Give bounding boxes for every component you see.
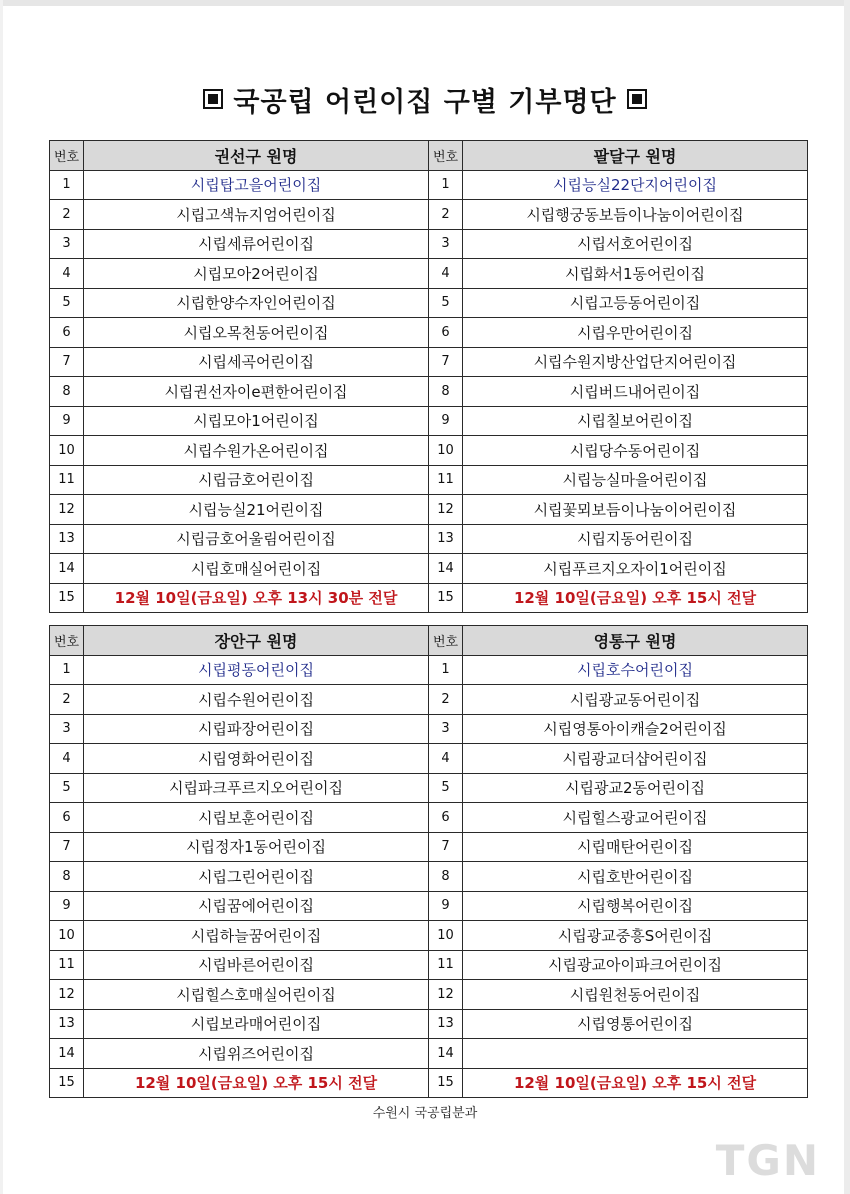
number-column-header: 번호 (50, 626, 84, 656)
row-number: 7 (429, 347, 463, 377)
number-column-header: 번호 (50, 141, 84, 171)
row-number: 11 (429, 950, 463, 980)
table-row (50, 524, 808, 554)
daycare-name: 시립힐스호매실어린이집 (84, 980, 429, 1010)
daycare-name (463, 1039, 808, 1069)
table-row (50, 832, 808, 862)
row-number: 10 (429, 921, 463, 951)
daycare-name: 시립그린어린이집 (84, 862, 429, 892)
table-row (50, 200, 808, 230)
row-number: 14 (429, 1039, 463, 1069)
daycare-name: 시립광교아이파크어린이집 (463, 950, 808, 980)
daycare-name: 시립우만어린이집 (463, 318, 808, 348)
roster-table-jangan-yeongtong (49, 625, 808, 1098)
table-row (50, 685, 808, 715)
daycare-name: 시립서호어린이집 (463, 229, 808, 259)
row-number: 10 (50, 921, 84, 951)
daycare-name: 시립세류어린이집 (84, 229, 429, 259)
daycare-name: 시립평동어린이집 (84, 655, 429, 685)
daycare-name: 시립위즈어린이집 (84, 1039, 429, 1069)
square-bullet-icon (203, 89, 223, 109)
row-number: 8 (429, 377, 463, 407)
daycare-name: 시립능실21어린이집 (84, 495, 429, 525)
row-number: 10 (50, 436, 84, 466)
daycare-name: 시립한양수자인어린이집 (84, 288, 429, 318)
row-number: 1 (429, 170, 463, 200)
row-number: 4 (50, 744, 84, 774)
table-row (50, 980, 808, 1010)
row-number: 2 (429, 200, 463, 230)
daycare-name: 시립매탄어린이집 (463, 832, 808, 862)
daycare-name: 시립보라매어린이집 (84, 1009, 429, 1039)
row-number: 7 (50, 832, 84, 862)
daycare-name: 시립파크푸르지오어린이집 (84, 773, 429, 803)
table-header-row (50, 141, 808, 171)
table-row (50, 347, 808, 377)
row-number: 9 (429, 891, 463, 921)
document-title (0, 80, 850, 119)
row-number: 13 (429, 524, 463, 554)
row-number: 11 (50, 950, 84, 980)
daycare-name: 시립버드내어린이집 (463, 377, 808, 407)
row-number: 6 (50, 318, 84, 348)
daycare-name: 시립화서1동어린이집 (463, 259, 808, 289)
delivery-schedule-note: 12월 10일(금요일) 오후 15시 전달 (84, 1068, 429, 1098)
district-column-header: 권선구 원명 (84, 141, 429, 171)
row-number: 3 (50, 714, 84, 744)
row-number: 5 (429, 773, 463, 803)
row-number: 13 (50, 1009, 84, 1039)
table-row (50, 1009, 808, 1039)
table-row (50, 436, 808, 466)
row-number: 3 (50, 229, 84, 259)
daycare-name: 시립능실마을어린이집 (463, 465, 808, 495)
row-number: 7 (50, 347, 84, 377)
number-column-header: 번호 (429, 141, 463, 171)
row-number: 6 (50, 803, 84, 833)
table-row (50, 318, 808, 348)
row-number: 5 (50, 773, 84, 803)
row-number: 14 (429, 554, 463, 584)
row-number: 14 (50, 554, 84, 584)
daycare-name: 시립금호어린이집 (84, 465, 429, 495)
daycare-name: 시립영화어린이집 (84, 744, 429, 774)
daycare-name: 시립당수동어린이집 (463, 436, 808, 466)
table-row (50, 554, 808, 584)
daycare-name: 시립지동어린이집 (463, 524, 808, 554)
daycare-name: 시립호매실어린이집 (84, 554, 429, 584)
row-number: 12 (50, 495, 84, 525)
daycare-name: 시립호수어린이집 (463, 655, 808, 685)
row-number: 1 (50, 170, 84, 200)
daycare-name: 시립행궁동보듬이나눔이어린이집 (463, 200, 808, 230)
table-row (50, 495, 808, 525)
row-number: 13 (50, 524, 84, 554)
daycare-name: 시립바른어린이집 (84, 950, 429, 980)
document-title-text: 국공립 어린이집 구별 기부명단 (233, 87, 617, 118)
row-number: 11 (50, 465, 84, 495)
daycare-name: 시립탑고을어린이집 (84, 170, 429, 200)
daycare-name: 시립고등동어린이집 (463, 288, 808, 318)
row-number: 3 (429, 714, 463, 744)
frame-left-edge (0, 0, 3, 1194)
row-number: 9 (50, 406, 84, 436)
row-number: 9 (50, 891, 84, 921)
table-row (50, 950, 808, 980)
row-number: 15 (50, 583, 84, 613)
daycare-name: 시립능실22단지어린이집 (463, 170, 808, 200)
delivery-note-row (50, 1068, 808, 1098)
daycare-name: 시립모아1어린이집 (84, 406, 429, 436)
daycare-name: 시립정자1동어린이집 (84, 832, 429, 862)
row-number: 14 (50, 1039, 84, 1069)
row-number: 2 (429, 685, 463, 715)
table-row (50, 773, 808, 803)
row-number: 1 (429, 655, 463, 685)
table-row (50, 1039, 808, 1069)
row-number: 6 (429, 318, 463, 348)
daycare-name: 시립권선자이e편한어린이집 (84, 377, 429, 407)
daycare-name: 시립광교동어린이집 (463, 685, 808, 715)
table-row (50, 170, 808, 200)
daycare-name: 시립금호어울림어린이집 (84, 524, 429, 554)
square-bullet-icon (627, 89, 647, 109)
daycare-name: 시립푸르지오자이1어린이집 (463, 554, 808, 584)
roster-table-gwonseon-paldal (49, 140, 808, 613)
daycare-name: 시립광교더샵어린이집 (463, 744, 808, 774)
table-header-row (50, 626, 808, 656)
row-number: 8 (50, 377, 84, 407)
row-number: 8 (429, 862, 463, 892)
row-number: 13 (429, 1009, 463, 1039)
table-row (50, 465, 808, 495)
publisher-watermark: TGN (715, 1136, 820, 1185)
daycare-name: 시립수원어린이집 (84, 685, 429, 715)
district-column-header: 영통구 원명 (463, 626, 808, 656)
daycare-name: 시립세곡어린이집 (84, 347, 429, 377)
daycare-name: 시립하늘꿈어린이집 (84, 921, 429, 951)
delivery-schedule-note: 12월 10일(금요일) 오후 15시 전달 (463, 1068, 808, 1098)
row-number: 5 (429, 288, 463, 318)
row-number: 7 (429, 832, 463, 862)
daycare-name: 시립꿈에어린이집 (84, 891, 429, 921)
daycare-name: 시립영통아이캐슬2어린이집 (463, 714, 808, 744)
daycare-name: 시립영통어린이집 (463, 1009, 808, 1039)
row-number: 9 (429, 406, 463, 436)
daycare-name: 시립행복어린이집 (463, 891, 808, 921)
table-row (50, 714, 808, 744)
number-column-header: 번호 (429, 626, 463, 656)
row-number: 12 (50, 980, 84, 1010)
row-number: 1 (50, 655, 84, 685)
daycare-name: 시립광교중흥S어린이집 (463, 921, 808, 951)
row-number: 6 (429, 803, 463, 833)
row-number: 15 (429, 583, 463, 613)
daycare-name: 시립보훈어린이집 (84, 803, 429, 833)
daycare-name: 시립꽃뫼보듬이나눔이어린이집 (463, 495, 808, 525)
row-number: 2 (50, 200, 84, 230)
row-number: 15 (429, 1068, 463, 1098)
table-row (50, 921, 808, 951)
row-number: 10 (429, 436, 463, 466)
row-number: 4 (429, 744, 463, 774)
row-number: 11 (429, 465, 463, 495)
daycare-name: 시립광교2동어린이집 (463, 773, 808, 803)
table-row (50, 377, 808, 407)
daycare-name: 시립고색뉴지엄어린이집 (84, 200, 429, 230)
daycare-name: 시립호반어린이집 (463, 862, 808, 892)
row-number: 12 (429, 495, 463, 525)
daycare-name: 시립수원지방산업단지어린이집 (463, 347, 808, 377)
row-number: 2 (50, 685, 84, 715)
table-row (50, 891, 808, 921)
delivery-schedule-note: 12월 10일(금요일) 오후 15시 전달 (463, 583, 808, 613)
table-row (50, 862, 808, 892)
daycare-name: 시립수원가온어린이집 (84, 436, 429, 466)
row-number: 15 (50, 1068, 84, 1098)
table-row (50, 288, 808, 318)
daycare-name: 시립원천동어린이집 (463, 980, 808, 1010)
table-row (50, 406, 808, 436)
district-column-header: 팔달구 원명 (463, 141, 808, 171)
organization-footer: 수원시 국공립분과 (372, 1106, 478, 1121)
row-number: 4 (50, 259, 84, 289)
daycare-name: 시립파장어린이집 (84, 714, 429, 744)
row-number: 4 (429, 259, 463, 289)
table-row (50, 655, 808, 685)
delivery-schedule-note: 12월 10일(금요일) 오후 13시 30분 전달 (84, 583, 429, 613)
row-number: 3 (429, 229, 463, 259)
frame-right-edge (844, 0, 850, 1194)
frame-top-edge (0, 0, 850, 6)
daycare-name: 시립힐스광교어린이집 (463, 803, 808, 833)
table-row (50, 229, 808, 259)
table-row (50, 259, 808, 289)
row-number: 8 (50, 862, 84, 892)
daycare-name: 시립오목천동어린이집 (84, 318, 429, 348)
row-number: 5 (50, 288, 84, 318)
row-number: 12 (429, 980, 463, 1010)
delivery-note-row (50, 583, 808, 613)
daycare-name: 시립모아2어린이집 (84, 259, 429, 289)
table-row (50, 803, 808, 833)
district-column-header: 장안구 원명 (84, 626, 429, 656)
table-row (50, 744, 808, 774)
daycare-name: 시립칠보어린이집 (463, 406, 808, 436)
